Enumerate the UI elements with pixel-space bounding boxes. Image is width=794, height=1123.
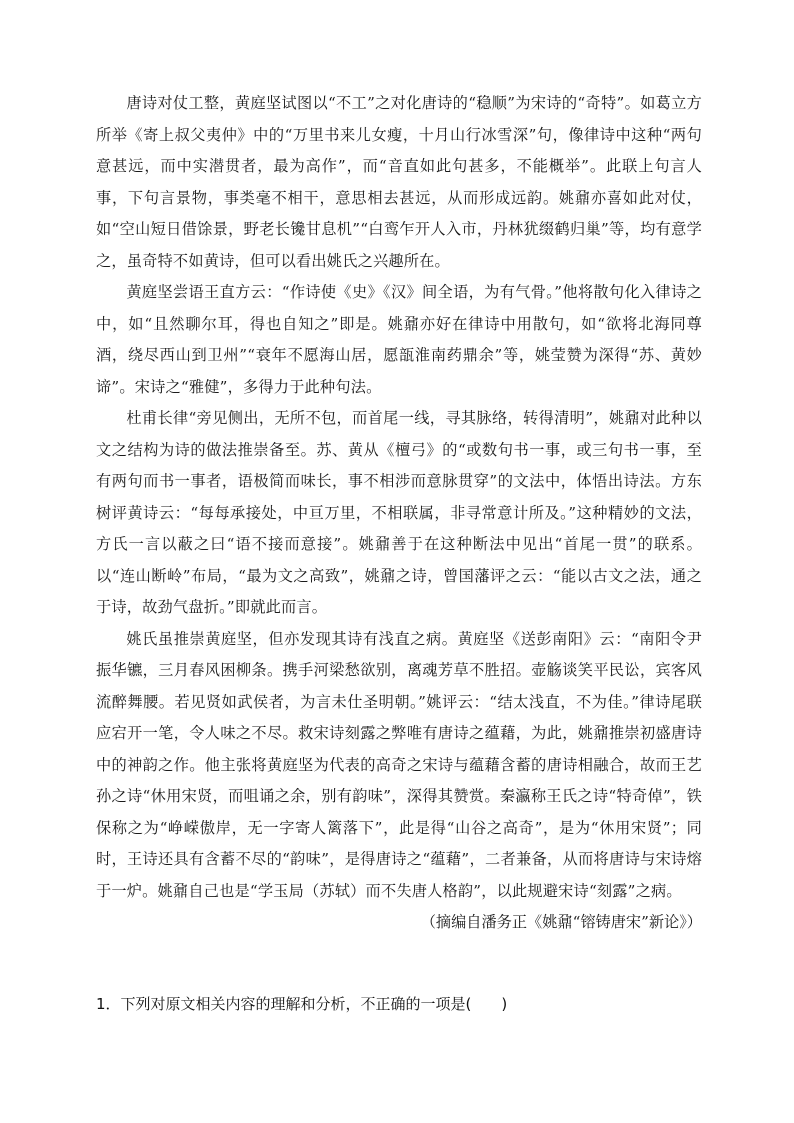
article-paragraph-2: 黄庭坚尝语王直方云：“作诗使《史》《汉》间全语，为有气骨。”他将散句化入律诗之中，如“且然聊尔耳，得也自知之”即是。姚鼐亦好在律诗中用散句，如“欲将北海同尊酒，绕尽西山到卫州”“衰年不愿海山居，愿瓿淮南药鼎余”等，姚莹赞为深得“苏、黄妙谛”。宋诗之“雅健”，多得力于此种句法。 (96, 283, 702, 396)
article (96, 88, 702, 939)
article-paragraph-4: 姚氏虽推崇黄庭坚，但亦发现其诗有浅直之病。黄庭坚《送彭南阳》云：“南阳令尹振华镳，三月春风困柳条。携手河梁愁欲别，离魂芳草不胜招。壶觞谈笑平民讼，宾客风流醉舞腰。若见贤如武侯者，为言未仕圣明朝。”姚评云：“结太浅直，不为佳。”律诗尾联应宕开一笔，令人味之不尽。救宋诗刻露之弊唯有唐诗之蕴藉，为此，姚鼐推崇初盛唐诗中的神韵之作。他主张将黄庭坚为代表的高奇之宋诗与蕴藉含蓄的唐诗相融合，故而王艺孙之诗“休用宋贤，而咀诵之余，别有韵味”，深得其赞赏。秦瀛称王氏之诗“特奇倬”，铁保称之为“峥嵘傲岸，无一字寄人篱落下”，此是得“山谷之高奇”，是为“休用宋贤”；同时，王诗还具有含蓄不尽的“韵味”，是得唐诗之“蕴藉”，二者兼备，从而将唐诗与宋诗熔于一炉。姚鼐自己也是“学玉局（苏轼）而不失唐人格韵”，以此规避宋诗“刻露”之病。 (96, 629, 702, 900)
question-stem: 1．下列对原文相关内容的理解和分析，不正确的一项是( ) (96, 995, 508, 1013)
article-paragraph-1: 唐诗对仗工整，黄庭坚试图以“不工”之对化唐诗的“稳顺”为宋诗的“奇特”。如葛立方所举《寄上叔父夷仲》中的“万里书来儿女瘦，十月山行冰雪深”句，像律诗中这种“两句意甚远，而中实潜贯者，最为高作”，而“音直如此句甚多，不能概举”。此联上句言人事，下句言景物，事类毫不相干，意思相去甚远，从而形成远韵。姚鼐亦喜如此对仗，如“空山短日借馀景，野老长镵甘息机”“白鸾乍开人入市，丹林犹缀鹤归巢”等，均有意学之，虽奇特不如黄诗，但可以看出姚氏之兴趣所在。 (96, 94, 702, 270)
article-paragraph-3: 杜甫长律“旁见侧出，无所不包，而首尾一线，寻其脉络，转得清明”，姚鼐对此种以文之结构为诗的做法推崇备至。苏、黄从《檀弓》的“或数句书一事，或三句书一事，至有两句而书一事者，语极简而味长，事不相涉而意脉贯穿”的文法中，体悟出诗法。方东树评黄诗云：“每每承接处，中亘万里，不相联属，非寻常意计所及。”这种精妙的文法，方氏一言以蔽之曰“语不接而意接”。姚鼐善于在这种断法中见出“首尾一贯”的联系。以“连山断岭”布局，“最为文之高致”，姚鼐之诗，曾国藩评之云：“能以古文之法，通之于诗，故劲气盘折。”即就此而言。 (96, 409, 702, 616)
article-source: （摘编自潘务正《姚鼐“镕铸唐宋”新论》） (420, 913, 702, 931)
